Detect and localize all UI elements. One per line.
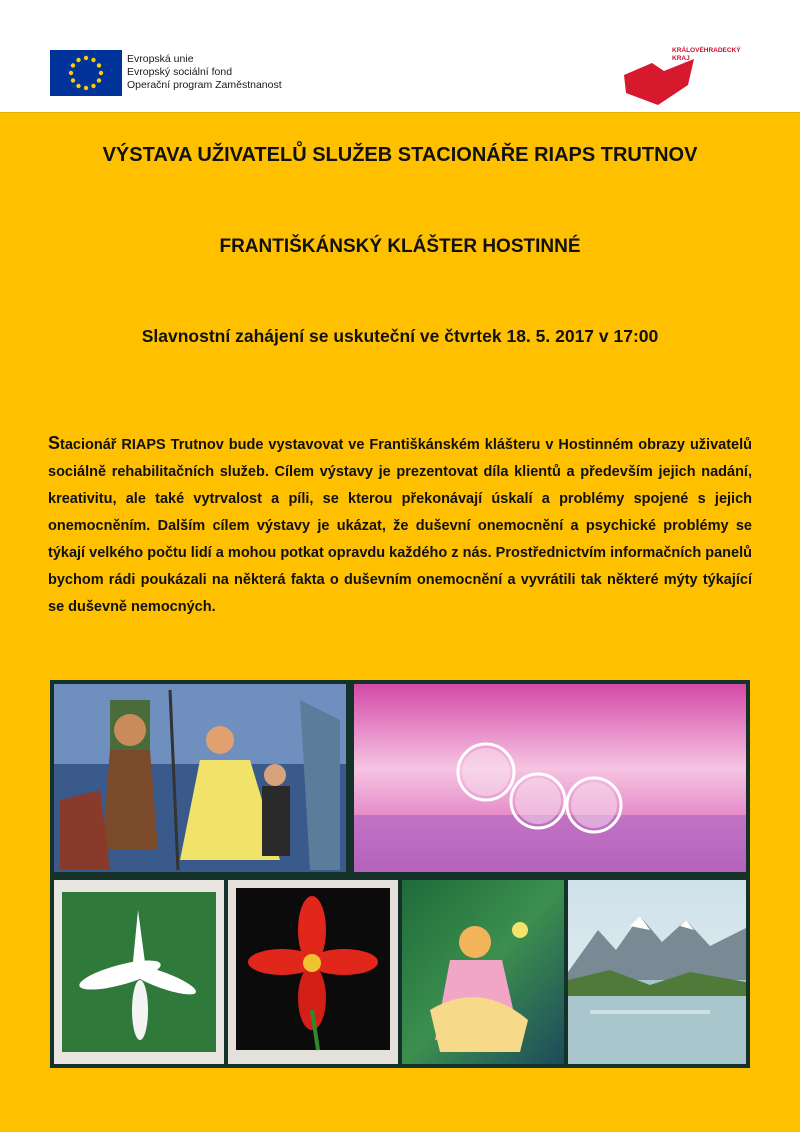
region-logo-text xyxy=(672,47,741,63)
paintings-collage xyxy=(50,680,750,1068)
header-bar xyxy=(0,0,800,113)
eu-program-text xyxy=(127,53,282,92)
region-line-2: KRAJ xyxy=(672,55,690,62)
region-line-1: KRÁLOVÉHRADECKÝ xyxy=(672,47,741,54)
description-text: tacionář RIAPS Trutnov bude vystavovat ve Františkánském klášteru v Hostinném obrazy uživatelů sociálně rehabilitačních služeb. Cílem výstavy je prezentovat díla klientů a především jejich nadání, kreativitu, ale také vytrvalost a píli, se kterou překonávají úskalí a problémy spojené s jejich onemocněním. Dalším cílem výstavy je ukázat, že duševní onemocnění a psychické problémy se týkají velkého počtu lidí a mohou potkat opravdu každého z nás. Prostřednictvím informačních panelů bychom rádi poukázali na některá fakta o duševním onemocnění a vyvrátili tak některé mýty týkající se duševně nemocných. xyxy=(48,437,752,615)
eu-line-3: Operační program Zaměstnanost xyxy=(127,79,282,91)
eu-line-2: Evropský sociální fond xyxy=(127,66,233,78)
opening-announcement: Slavnostní zahájení se uskuteční ve čtvrtek 18. 5. 2017 v 17:00 xyxy=(141,326,659,346)
eu-line-1: Evropská unie xyxy=(127,53,194,65)
exhibition-title: VÝSTAVA UŽIVATELŮ SLUŽEB STACIONÁŘE RIAPS TRUTNOV xyxy=(102,144,698,166)
description-paragraph xyxy=(48,430,752,621)
white-orchid-painting xyxy=(54,880,224,1064)
dancer-painting xyxy=(402,880,564,1064)
crowd-scene-painting xyxy=(54,684,346,872)
first-letter: S xyxy=(48,433,61,453)
mountain-lake-painting xyxy=(568,880,746,1064)
eu-flag-icon xyxy=(50,50,122,96)
pink-bubbles-painting xyxy=(354,684,746,872)
venue-title: FRANTIŠKÁNSKÝ KLÁŠTER HOSTINNÉ xyxy=(219,236,581,257)
red-flower-painting xyxy=(228,880,398,1064)
